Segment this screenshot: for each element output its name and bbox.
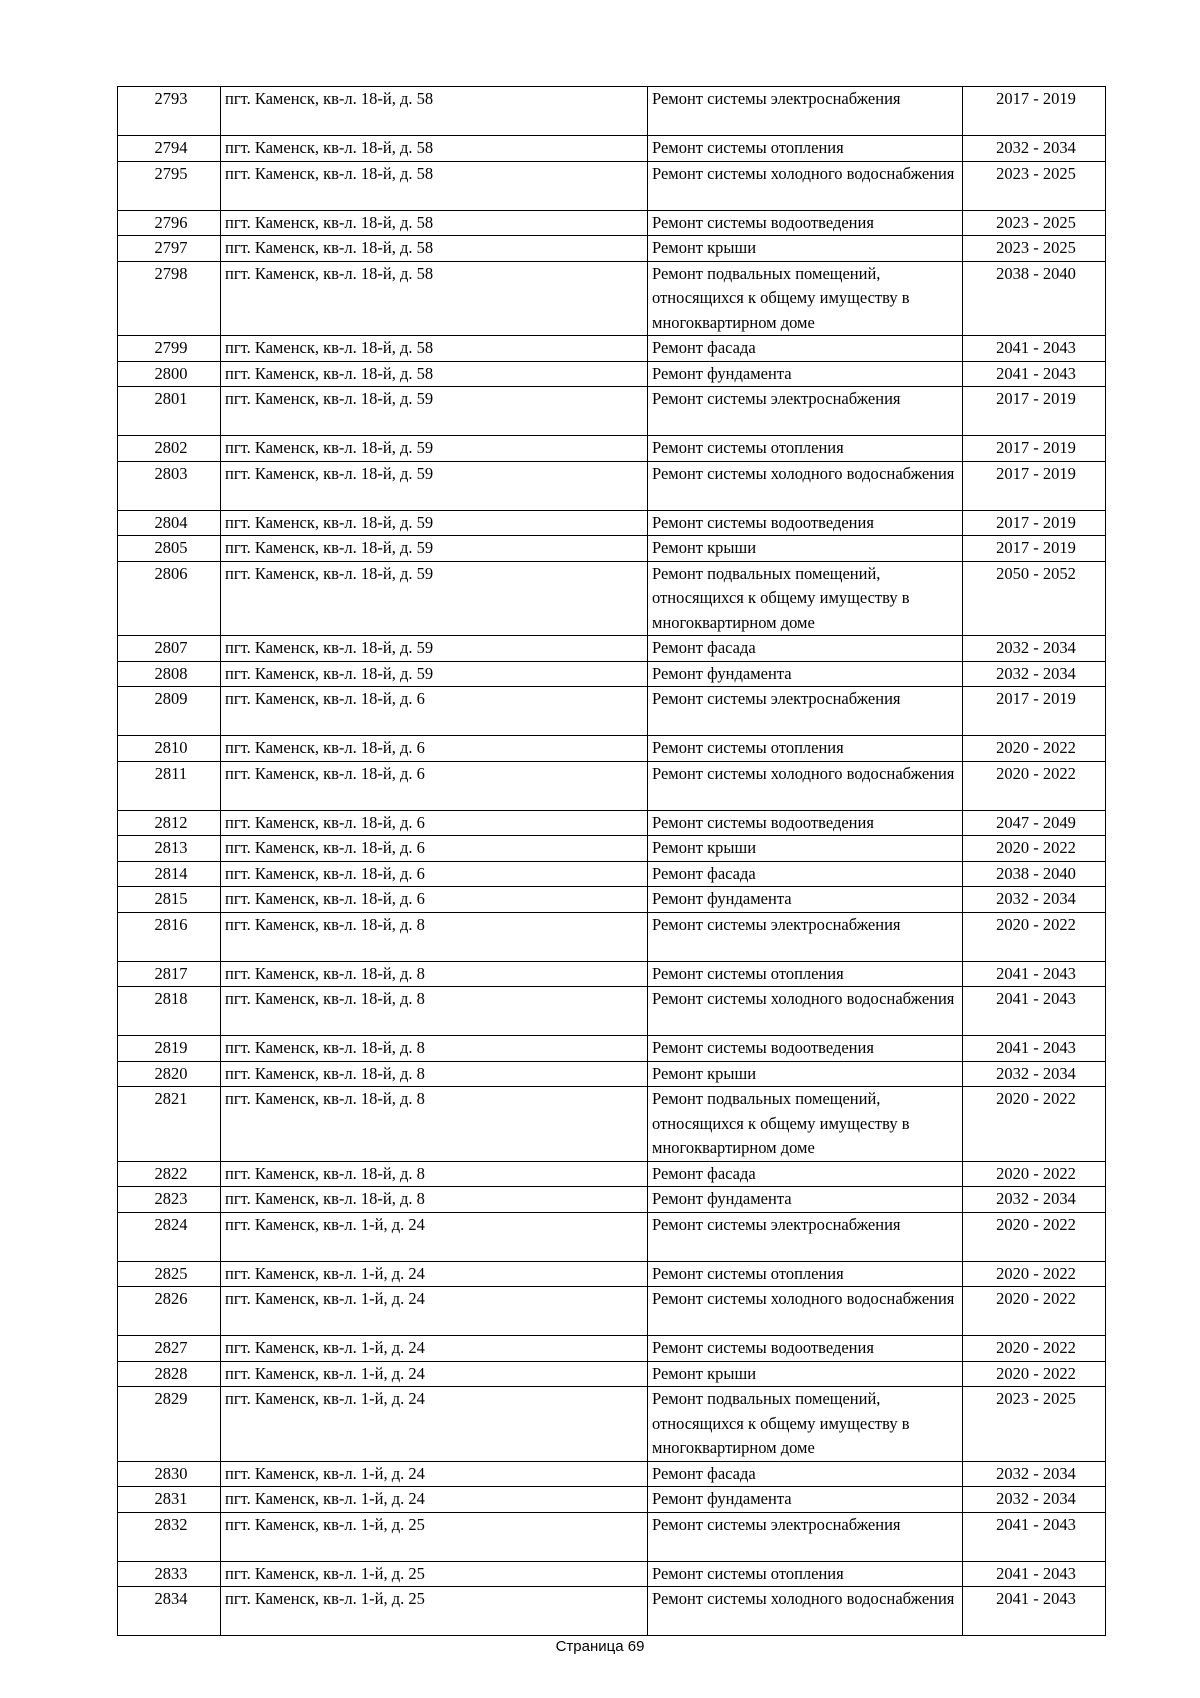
row-period: 2017 - 2019	[963, 387, 1106, 436]
row-address: пгт. Каменск, кв-л. 18-й, д. 59	[221, 387, 648, 436]
row-work-type: Ремонт системы холодного водоснабжения	[648, 987, 963, 1036]
row-number: 2802	[118, 436, 221, 462]
row-period: 2041 - 2043	[963, 1036, 1106, 1062]
table-row	[118, 1212, 1106, 1261]
row-address: пгт. Каменск, кв-л. 18-й, д. 58	[221, 261, 648, 336]
row-address: пгт. Каменск, кв-л. 18-й, д. 8	[221, 1061, 648, 1087]
row-number: 2822	[118, 1161, 221, 1187]
row-work-type: Ремонт крыши	[648, 536, 963, 562]
table-row	[118, 1461, 1106, 1487]
row-number: 2813	[118, 836, 221, 862]
row-period: 2020 - 2022	[963, 1336, 1106, 1362]
row-period: 2020 - 2022	[963, 836, 1106, 862]
row-work-type: Ремонт системы отопления	[648, 436, 963, 462]
row-address: пгт. Каменск, кв-л. 18-й, д. 6	[221, 687, 648, 736]
row-work-type: Ремонт системы отопления	[648, 736, 963, 762]
row-number: 2808	[118, 661, 221, 687]
row-address: пгт. Каменск, кв-л. 1-й, д. 24	[221, 1461, 648, 1487]
table-row	[118, 1361, 1106, 1387]
row-work-type: Ремонт системы водоотведения	[648, 1336, 963, 1362]
row-number: 2807	[118, 636, 221, 662]
table-row	[118, 761, 1106, 810]
row-address: пгт. Каменск, кв-л. 1-й, д. 24	[221, 1361, 648, 1387]
row-number: 2832	[118, 1512, 221, 1561]
row-address: пгт. Каменск, кв-л. 1-й, д. 24	[221, 1336, 648, 1362]
row-number: 2806	[118, 561, 221, 636]
row-work-type: Ремонт системы водоотведения	[648, 810, 963, 836]
row-period: 2041 - 2043	[963, 1561, 1106, 1587]
row-number: 2824	[118, 1212, 221, 1261]
table-row	[118, 961, 1106, 987]
row-period: 2017 - 2019	[963, 87, 1106, 136]
row-period: 2023 - 2025	[963, 236, 1106, 262]
row-work-type: Ремонт системы холодного водоснабжения	[648, 161, 963, 210]
row-period: 2032 - 2034	[963, 1487, 1106, 1513]
row-address: пгт. Каменск, кв-л. 18-й, д. 6	[221, 810, 648, 836]
row-address: пгт. Каменск, кв-л. 18-й, д. 58	[221, 136, 648, 162]
row-work-type: Ремонт крыши	[648, 1061, 963, 1087]
row-address: пгт. Каменск, кв-л. 18-й, д. 8	[221, 1161, 648, 1187]
row-period: 2020 - 2022	[963, 761, 1106, 810]
row-address: пгт. Каменск, кв-л. 18-й, д. 8	[221, 912, 648, 961]
row-work-type: Ремонт системы электроснабжения	[648, 1512, 963, 1561]
row-period: 2023 - 2025	[963, 1387, 1106, 1462]
row-number: 2811	[118, 761, 221, 810]
row-work-type: Ремонт системы электроснабжения	[648, 387, 963, 436]
row-period: 2032 - 2034	[963, 636, 1106, 662]
row-number: 2826	[118, 1287, 221, 1336]
row-period: 2020 - 2022	[963, 1161, 1106, 1187]
table-row	[118, 1061, 1106, 1087]
row-number: 2795	[118, 161, 221, 210]
table-row	[118, 561, 1106, 636]
table-row	[118, 336, 1106, 362]
row-period: 2032 - 2034	[963, 661, 1106, 687]
row-work-type: Ремонт системы отопления	[648, 961, 963, 987]
row-number: 2834	[118, 1587, 221, 1636]
row-number: 2821	[118, 1087, 221, 1162]
row-work-type: Ремонт фасада	[648, 636, 963, 662]
row-number: 2829	[118, 1387, 221, 1462]
table-row	[118, 687, 1106, 736]
row-number: 2823	[118, 1187, 221, 1213]
row-address: пгт. Каменск, кв-л. 18-й, д. 59	[221, 461, 648, 510]
row-work-type: Ремонт системы отопления	[648, 1261, 963, 1287]
table-row	[118, 510, 1106, 536]
document-sheet	[117, 86, 1105, 1636]
row-number: 2816	[118, 912, 221, 961]
table-row	[118, 236, 1106, 262]
row-period: 2017 - 2019	[963, 436, 1106, 462]
row-address: пгт. Каменск, кв-л. 18-й, д. 8	[221, 1087, 648, 1162]
table-row	[118, 810, 1106, 836]
repair-schedule-table	[117, 86, 1106, 1636]
row-work-type: Ремонт фасада	[648, 1461, 963, 1487]
table-row	[118, 387, 1106, 436]
row-period: 2020 - 2022	[963, 736, 1106, 762]
row-work-type: Ремонт фасада	[648, 861, 963, 887]
row-address: пгт. Каменск, кв-л. 1-й, д. 25	[221, 1561, 648, 1587]
row-address: пгт. Каменск, кв-л. 18-й, д. 58	[221, 236, 648, 262]
row-period: 2017 - 2019	[963, 510, 1106, 536]
table-row	[118, 1487, 1106, 1513]
row-work-type: Ремонт подвальных помещений, относящихся к общему имуществу в многоквартирном доме	[648, 561, 963, 636]
row-work-type: Ремонт системы холодного водоснабжения	[648, 461, 963, 510]
row-period: 2020 - 2022	[963, 1361, 1106, 1387]
row-number: 2818	[118, 987, 221, 1036]
table-body	[118, 87, 1106, 1636]
row-work-type: Ремонт подвальных помещений, относящихся к общему имуществу в многоквартирном доме	[648, 1087, 963, 1162]
row-period: 2020 - 2022	[963, 1261, 1106, 1287]
row-period: 2017 - 2019	[963, 536, 1106, 562]
table-row	[118, 987, 1106, 1036]
row-address: пгт. Каменск, кв-л. 18-й, д. 8	[221, 987, 648, 1036]
row-address: пгт. Каменск, кв-л. 18-й, д. 6	[221, 887, 648, 913]
row-work-type: Ремонт фундамента	[648, 1187, 963, 1213]
row-number: 2833	[118, 1561, 221, 1587]
table-row	[118, 1587, 1106, 1636]
row-address: пгт. Каменск, кв-л. 1-й, д. 24	[221, 1287, 648, 1336]
row-work-type: Ремонт системы электроснабжения	[648, 912, 963, 961]
row-period: 2041 - 2043	[963, 961, 1106, 987]
row-number: 2831	[118, 1487, 221, 1513]
row-work-type: Ремонт системы электроснабжения	[648, 687, 963, 736]
row-work-type: Ремонт системы отопления	[648, 1561, 963, 1587]
table-row	[118, 1561, 1106, 1587]
table-row	[118, 1336, 1106, 1362]
row-number: 2817	[118, 961, 221, 987]
table-row	[118, 1512, 1106, 1561]
row-address: пгт. Каменск, кв-л. 18-й, д. 6	[221, 861, 648, 887]
table-row	[118, 361, 1106, 387]
row-number: 2794	[118, 136, 221, 162]
table-row	[118, 861, 1106, 887]
row-period: 2032 - 2034	[963, 136, 1106, 162]
row-address: пгт. Каменск, кв-л. 18-й, д. 58	[221, 87, 648, 136]
row-number: 2799	[118, 336, 221, 362]
row-number: 2820	[118, 1061, 221, 1087]
row-address: пгт. Каменск, кв-л. 18-й, д. 58	[221, 210, 648, 236]
row-work-type: Ремонт фасада	[648, 336, 963, 362]
row-work-type: Ремонт крыши	[648, 836, 963, 862]
row-address: пгт. Каменск, кв-л. 18-й, д. 6	[221, 761, 648, 810]
row-number: 2800	[118, 361, 221, 387]
row-period: 2050 - 2052	[963, 561, 1106, 636]
row-work-type: Ремонт системы отопления	[648, 136, 963, 162]
row-number: 2793	[118, 87, 221, 136]
row-period: 2047 - 2049	[963, 810, 1106, 836]
table-row	[118, 887, 1106, 913]
row-number: 2830	[118, 1461, 221, 1487]
row-address: пгт. Каменск, кв-л. 1-й, д. 24	[221, 1261, 648, 1287]
table-row	[118, 161, 1106, 210]
row-address: пгт. Каменск, кв-л. 18-й, д. 8	[221, 961, 648, 987]
row-period: 2041 - 2043	[963, 1587, 1106, 1636]
row-work-type: Ремонт системы электроснабжения	[648, 1212, 963, 1261]
table-row	[118, 1036, 1106, 1062]
row-address: пгт. Каменск, кв-л. 18-й, д. 8	[221, 1187, 648, 1213]
row-work-type: Ремонт системы холодного водоснабжения	[648, 1587, 963, 1636]
row-work-type: Ремонт фундамента	[648, 361, 963, 387]
row-work-type: Ремонт системы электроснабжения	[648, 87, 963, 136]
row-work-type: Ремонт системы водоотведения	[648, 510, 963, 536]
table-row	[118, 661, 1106, 687]
row-number: 2825	[118, 1261, 221, 1287]
row-number: 2810	[118, 736, 221, 762]
row-work-type: Ремонт системы водоотведения	[648, 210, 963, 236]
row-number: 2812	[118, 810, 221, 836]
row-work-type: Ремонт крыши	[648, 1361, 963, 1387]
row-period: 2041 - 2043	[963, 987, 1106, 1036]
row-address: пгт. Каменск, кв-л. 18-й, д. 59	[221, 436, 648, 462]
row-number: 2803	[118, 461, 221, 510]
row-work-type: Ремонт фасада	[648, 1161, 963, 1187]
row-period: 2017 - 2019	[963, 461, 1106, 510]
table-row	[118, 1087, 1106, 1162]
row-address: пгт. Каменск, кв-л. 1-й, д. 24	[221, 1487, 648, 1513]
table-row	[118, 87, 1106, 136]
row-address: пгт. Каменск, кв-л. 1-й, д. 24	[221, 1387, 648, 1462]
row-number: 2809	[118, 687, 221, 736]
row-period: 2023 - 2025	[963, 161, 1106, 210]
row-number: 2828	[118, 1361, 221, 1387]
row-number: 2815	[118, 887, 221, 913]
row-period: 2032 - 2034	[963, 1187, 1106, 1213]
table-row	[118, 1261, 1106, 1287]
table-row	[118, 536, 1106, 562]
row-work-type: Ремонт системы холодного водоснабжения	[648, 1287, 963, 1336]
table-row	[118, 1387, 1106, 1462]
row-period: 2020 - 2022	[963, 1087, 1106, 1162]
table-row	[118, 736, 1106, 762]
row-period: 2032 - 2034	[963, 887, 1106, 913]
row-number: 2797	[118, 236, 221, 262]
row-address: пгт. Каменск, кв-л. 18-й, д. 59	[221, 510, 648, 536]
row-number: 2801	[118, 387, 221, 436]
row-period: 2032 - 2034	[963, 1061, 1106, 1087]
table-row	[118, 1161, 1106, 1187]
table-row	[118, 1287, 1106, 1336]
row-number: 2827	[118, 1336, 221, 1362]
row-work-type: Ремонт крыши	[648, 236, 963, 262]
row-address: пгт. Каменск, кв-л. 18-й, д. 59	[221, 561, 648, 636]
row-period: 2020 - 2022	[963, 1287, 1106, 1336]
row-period: 2038 - 2040	[963, 861, 1106, 887]
row-address: пгт. Каменск, кв-л. 18-й, д. 8	[221, 1036, 648, 1062]
row-period: 2041 - 2043	[963, 1512, 1106, 1561]
row-work-type: Ремонт системы холодного водоснабжения	[648, 761, 963, 810]
table-row	[118, 261, 1106, 336]
row-address: пгт. Каменск, кв-л. 18-й, д. 58	[221, 336, 648, 362]
row-number: 2804	[118, 510, 221, 536]
row-number: 2814	[118, 861, 221, 887]
row-work-type: Ремонт фундамента	[648, 661, 963, 687]
table-row	[118, 912, 1106, 961]
row-work-type: Ремонт подвальных помещений, относящихся к общему имуществу в многоквартирном доме	[648, 1387, 963, 1462]
table-row	[118, 210, 1106, 236]
row-period: 2020 - 2022	[963, 912, 1106, 961]
row-address: пгт. Каменск, кв-л. 18-й, д. 58	[221, 161, 648, 210]
row-work-type: Ремонт подвальных помещений, относящихся к общему имуществу в многоквартирном доме	[648, 261, 963, 336]
row-work-type: Ремонт фундамента	[648, 1487, 963, 1513]
row-period: 2032 - 2034	[963, 1461, 1106, 1487]
row-period: 2041 - 2043	[963, 336, 1106, 362]
table-row	[118, 636, 1106, 662]
row-address: пгт. Каменск, кв-л. 18-й, д. 6	[221, 736, 648, 762]
page-number: Страница 69	[555, 1638, 645, 1655]
row-address: пгт. Каменск, кв-л. 1-й, д. 25	[221, 1512, 648, 1561]
row-number: 2796	[118, 210, 221, 236]
row-number: 2805	[118, 536, 221, 562]
row-period: 2041 - 2043	[963, 361, 1106, 387]
row-work-type: Ремонт фундамента	[648, 887, 963, 913]
row-address: пгт. Каменск, кв-л. 18-й, д. 59	[221, 661, 648, 687]
row-period: 2038 - 2040	[963, 261, 1106, 336]
row-address: пгт. Каменск, кв-л. 18-й, д. 58	[221, 361, 648, 387]
row-address: пгт. Каменск, кв-л. 18-й, д. 6	[221, 836, 648, 862]
row-work-type: Ремонт системы водоотведения	[648, 1036, 963, 1062]
row-number: 2819	[118, 1036, 221, 1062]
row-period: 2020 - 2022	[963, 1212, 1106, 1261]
row-period: 2023 - 2025	[963, 210, 1106, 236]
row-address: пгт. Каменск, кв-л. 1-й, д. 25	[221, 1587, 648, 1636]
table-row	[118, 1187, 1106, 1213]
table-row	[118, 136, 1106, 162]
row-number: 2798	[118, 261, 221, 336]
table-row	[118, 461, 1106, 510]
table-row	[118, 836, 1106, 862]
row-address: пгт. Каменск, кв-л. 18-й, д. 59	[221, 536, 648, 562]
table-row	[118, 436, 1106, 462]
row-address: пгт. Каменск, кв-л. 1-й, д. 24	[221, 1212, 648, 1261]
row-address: пгт. Каменск, кв-л. 18-й, д. 59	[221, 636, 648, 662]
row-period: 2017 - 2019	[963, 687, 1106, 736]
